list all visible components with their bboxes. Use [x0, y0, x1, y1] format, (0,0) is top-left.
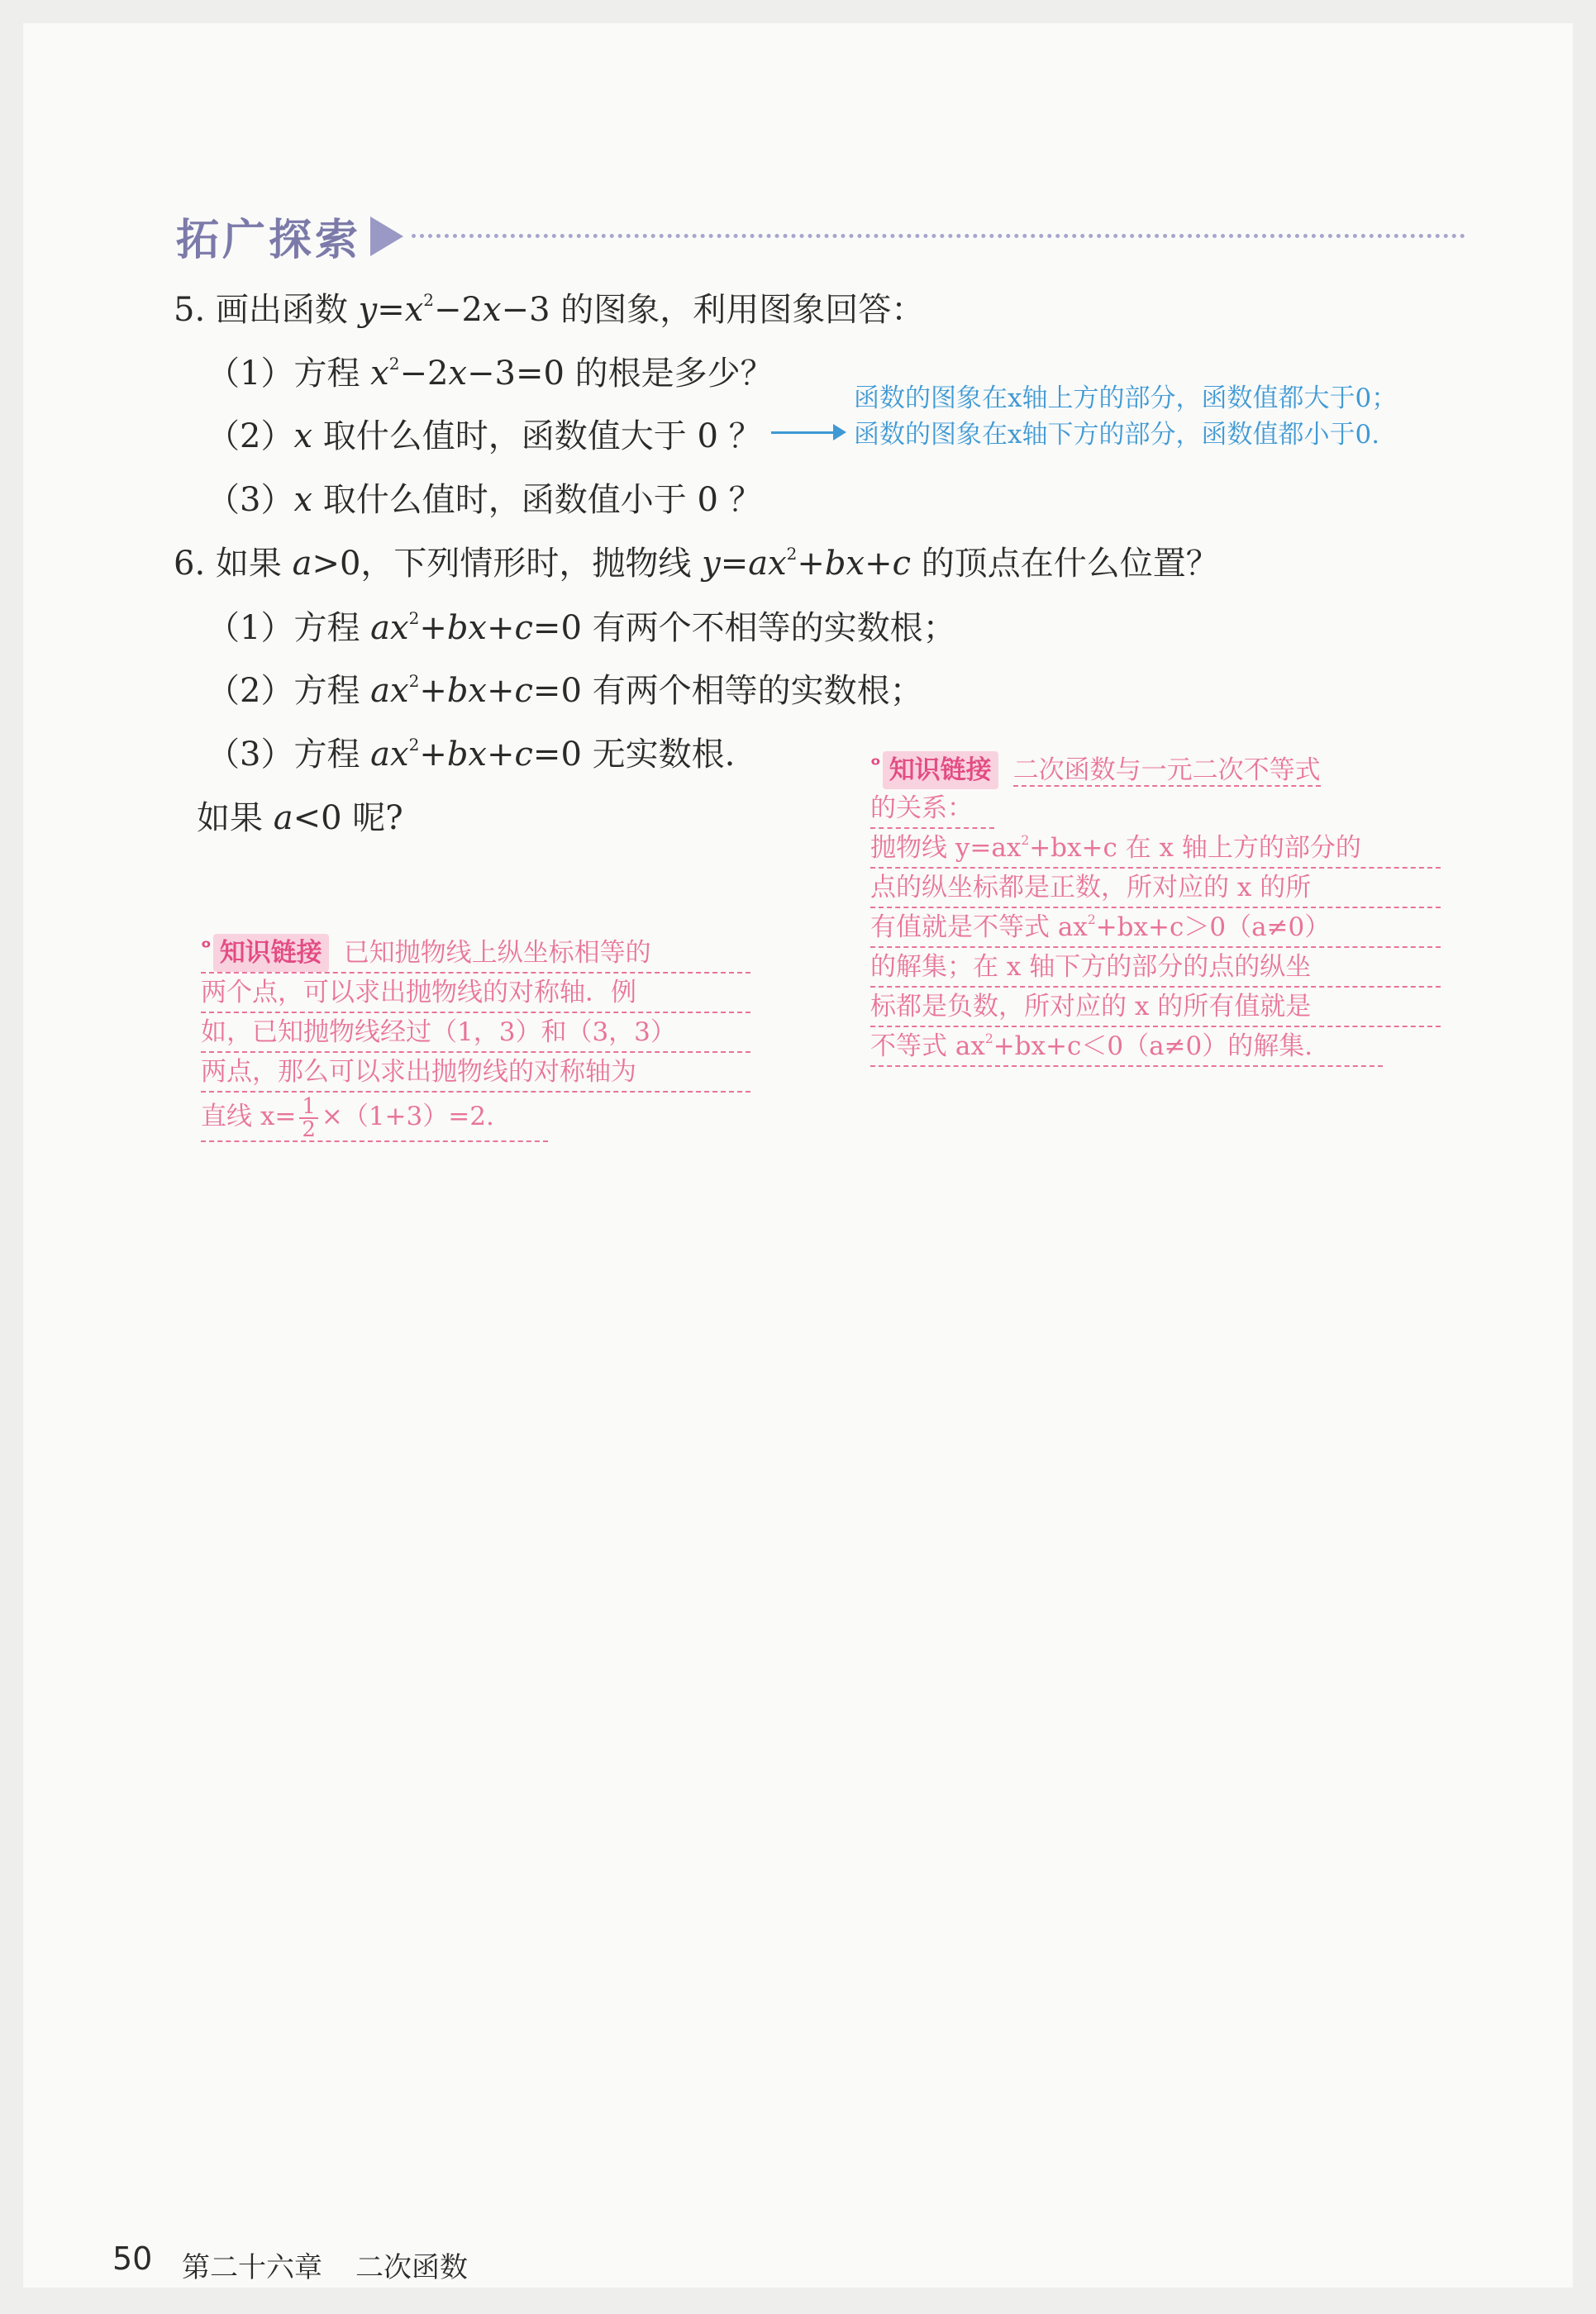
question-6-part-2: （2）方程 $ax^2+bx+c=0$ 有两个相等的实数根； [207, 671, 923, 710]
knowledge-link-heading: 知识链接 [883, 751, 998, 789]
title-dotted-rule [412, 234, 1465, 238]
hook-icon: ᵒ [870, 753, 881, 778]
question-6-followup: 如果 a<0 呢? [197, 799, 403, 837]
question-5-stem: 5. 画出函数 $y=x^2-2x-3$ 的图象，利用图象回答： [174, 290, 925, 329]
question-5-part-2: （2）x 取什么值时，函数值大于 0 ？ [207, 417, 762, 455]
side-note-blue: 函数的图象在x轴上方的部分，函数值都大于0；函数的图象在x轴下方的部分，函数值都小于0. [854, 383, 1398, 450]
fraction-one-half: $\frac{1}{2}$ [299, 1096, 318, 1140]
question-6-part-1: （1）方程 $ax^2+bx+c=0$ 有两个不相等的实数根； [207, 608, 956, 647]
hook-icon: ᵒ [201, 936, 212, 960]
section-title: 拓广探索 [176, 216, 362, 265]
question-6-stem: 6. 如果 a>0，下列情形时，抛物线 $y=ax^2+bx+c$ 的顶点在什么位置？ [174, 544, 1219, 583]
textbook-page [23, 23, 1573, 2288]
question-5-part-3: （3）x 取什么值时，函数值小于 0 ？ [207, 481, 762, 519]
chapter-label: 第二十六章 [182, 2251, 322, 2284]
knowledge-link-heading: 知识链接 [213, 934, 329, 972]
knowledge-link-right: ᵒ 知识链接 二次函数与一元二次不等式 的关系： 抛物线 $y=ax^2+bx+c$ 在 x 轴上方的部分的 点的纵坐标都是正数，所对应的 x 的所 有值就是不等式 $ax^2+bx+c>0(a\ne 0)$ 的解集；在 x 轴下方的部分的点的纵坐 标都是负数，所对应的 x 的所有值就是 不等式 $ax^2+bx+c<0(a\ne 0)$的解集. [870, 746, 1441, 1067]
page-number: 50 [112, 2240, 153, 2277]
note-connector-line [771, 431, 837, 434]
arrow-right-icon [833, 424, 846, 440]
knowledge-link-left: ᵒ 知识链接 已知抛物线上纵坐标相等的 两个点，可以求出抛物线的对称轴．例 如，已知抛物线经过（1，3）和（3，3） 两点，那么可以求出抛物线的对称轴为 直线 x= $\frac{1}{2}$ ×（1+3）=2. [201, 929, 750, 1142]
play-arrow-icon [370, 217, 403, 256]
question-5-part-1: （1）方程 $x^2-2x-3=0$ 的根是多少？ [207, 354, 774, 393]
chapter-title: 二次函数 [355, 2251, 468, 2284]
question-6-part-3: （3）方程 $ax^2+bx+c=0$ 无实数根. [207, 735, 736, 774]
